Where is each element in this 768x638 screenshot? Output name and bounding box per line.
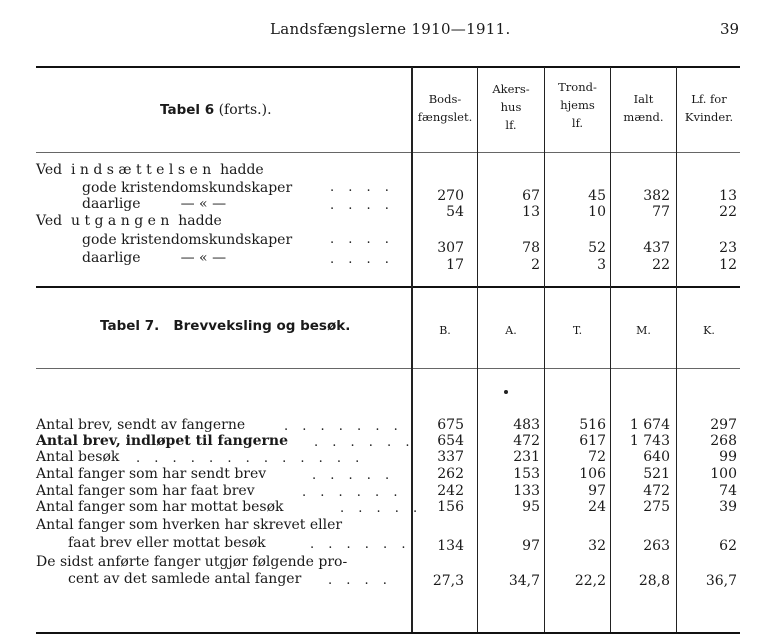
cell-value: 1 743 [629,433,670,449]
cell-value: 521 [643,466,670,482]
cell-value: 39 [719,499,737,515]
cell-value: 134 [437,538,464,554]
cell-value: 2 [531,257,540,273]
cell-value: 72 [588,449,606,465]
cell-value: 262 [437,466,464,482]
leader-dots: . . . . . . . [284,419,403,434]
cell-value: 36,7 [705,573,737,589]
column-header-lf-for-kvinder: Lf. for Kvinder. [684,92,734,124]
cell-value: 95 [522,499,540,515]
leader-dots: . . . . . . . . . . . . . [136,451,365,466]
cell-value: 1 674 [629,417,670,433]
cell-value: 97 [522,538,540,554]
cell-value: 10 [588,204,606,220]
column-letter-b: B. [439,324,451,337]
cell-value: 23 [719,240,737,256]
cell-value: 45 [588,188,606,204]
leader-dots: . . . . . . [302,485,403,500]
table7-row-label: Antal brev, indløpet til fangerne [36,433,288,449]
cell-value: 17 [446,257,464,273]
column-header-akershus: Akers- hus lf. [492,82,530,132]
table6-title [160,102,272,118]
cell-value: 34,7 [508,573,540,589]
table7-row-label: faat brev eller mottat besøk [68,535,266,551]
cell-value: 472 [513,433,540,449]
cell-value: 337 [437,449,464,465]
cell-value: 32 [588,538,606,554]
table6-row-label: gode kristendomskundskaper [82,180,293,196]
cell-value: 675 [437,417,464,433]
cell-value: 74 [719,483,737,499]
leader-dots: . . . . [330,252,394,267]
ink-speck [504,390,508,394]
column-divider [477,67,478,632]
column-divider [544,67,545,632]
cell-value: 52 [588,240,606,256]
table7-top-rule [36,286,740,288]
table6-title-rest: (forts.). [218,102,272,118]
table7-title: Tabel 7. Brevveksling og besøk. [100,318,351,334]
cell-value: 472 [643,483,670,499]
column-letter-a: A. [505,324,517,337]
table7-header-rule [36,368,740,369]
leader-dots: . . . . [330,180,394,195]
cell-value: 483 [513,417,540,433]
table6-row-label: daarlige — « — [82,250,227,266]
cell-value: 275 [643,499,670,515]
table6-title-number: Tabel 6 [160,102,215,118]
cell-value: 13 [719,188,737,204]
table6-row-label: daarlige — « — [82,196,227,212]
cell-value: 133 [513,483,540,499]
column-letter-m: M. [636,324,651,337]
cell-value: 617 [579,433,606,449]
cell-value: 22 [652,257,670,273]
table7-row-label: Antal fanger som hverken har skrevet eller [36,517,343,533]
column-header-ialt-maend: Ialt mænd. [623,92,664,124]
cell-value: 437 [643,240,670,256]
table-bottom-rule [36,632,740,634]
leader-dots: . . . . . [340,501,423,516]
leader-dots: . . . . [330,198,394,213]
table7-row-label: Antal besøk [36,449,120,465]
column-header-bodsfaengslet: Bods- fængslet. [417,92,473,124]
cell-value: 231 [513,449,540,465]
cell-value: 3 [597,257,606,273]
page-number: 39 [720,20,740,38]
cell-value: 13 [522,204,540,220]
column-letter-t: T. [572,324,583,337]
cell-value: 640 [643,449,670,465]
cell-value: 263 [643,538,670,554]
cell-value: 270 [437,188,464,204]
cell-value: 28,8 [638,573,670,589]
column-header-trondhjems: Trond- hjems lf. [558,80,597,130]
cell-value: 99 [719,449,737,465]
cell-value: 297 [710,417,737,433]
cell-value: 78 [522,240,540,256]
cell-value: 382 [643,188,670,204]
table6-header-rule [36,152,740,153]
cell-value: 67 [522,188,540,204]
cell-value: 153 [513,466,540,482]
leader-dots: . . . . [330,232,394,247]
cell-value: 654 [437,433,464,449]
leader-dots: . . . . [328,573,392,588]
cell-value: 12 [719,257,737,273]
cell-value: 307 [437,240,464,256]
running-header-title: Landsfængslerne 1910—1911. [270,20,511,38]
cell-value: 22,2 [574,573,606,589]
cell-value: 156 [437,499,464,515]
cell-value: 62 [719,538,737,554]
cell-value: 22 [719,204,737,220]
cell-value: 100 [710,466,737,482]
cell-value: 516 [579,417,606,433]
cell-value: 268 [710,433,737,449]
column-letter-k: K. [703,324,715,337]
cell-value: 24 [588,499,606,515]
table7-row-label: cent av det samlede antal fanger [68,571,302,587]
table6-row-label: Ved i n d s æ t t e l s e n hadde [36,162,264,178]
cell-value: 106 [579,466,606,482]
leader-dots: . . . . . . [310,537,411,552]
leader-dots: . . . . . [312,468,395,483]
table7-row-label: Antal fanger som har sendt brev [36,466,267,482]
cell-value: 97 [588,483,606,499]
table6-row-label: Ved u t g a n g e n hadde [36,213,222,229]
cell-value: 77 [652,204,670,220]
table6-row-label: gode kristendomskundskaper [82,232,293,248]
table7-row-label: Antal fanger som har mottat besøk [36,499,284,515]
table7-row-label: De sidst anførte fanger utgjør følgende pro- [36,554,348,570]
table7-row-label: Antal fanger som har faat brev [36,483,255,499]
table-top-rule [36,66,740,68]
cell-value: 54 [446,204,464,220]
table7-row-label: Antal brev, sendt av fangerne [36,417,246,433]
cell-value: 27,3 [432,573,464,589]
cell-value: 242 [437,483,464,499]
leader-dots: . . . . . . [314,435,415,450]
